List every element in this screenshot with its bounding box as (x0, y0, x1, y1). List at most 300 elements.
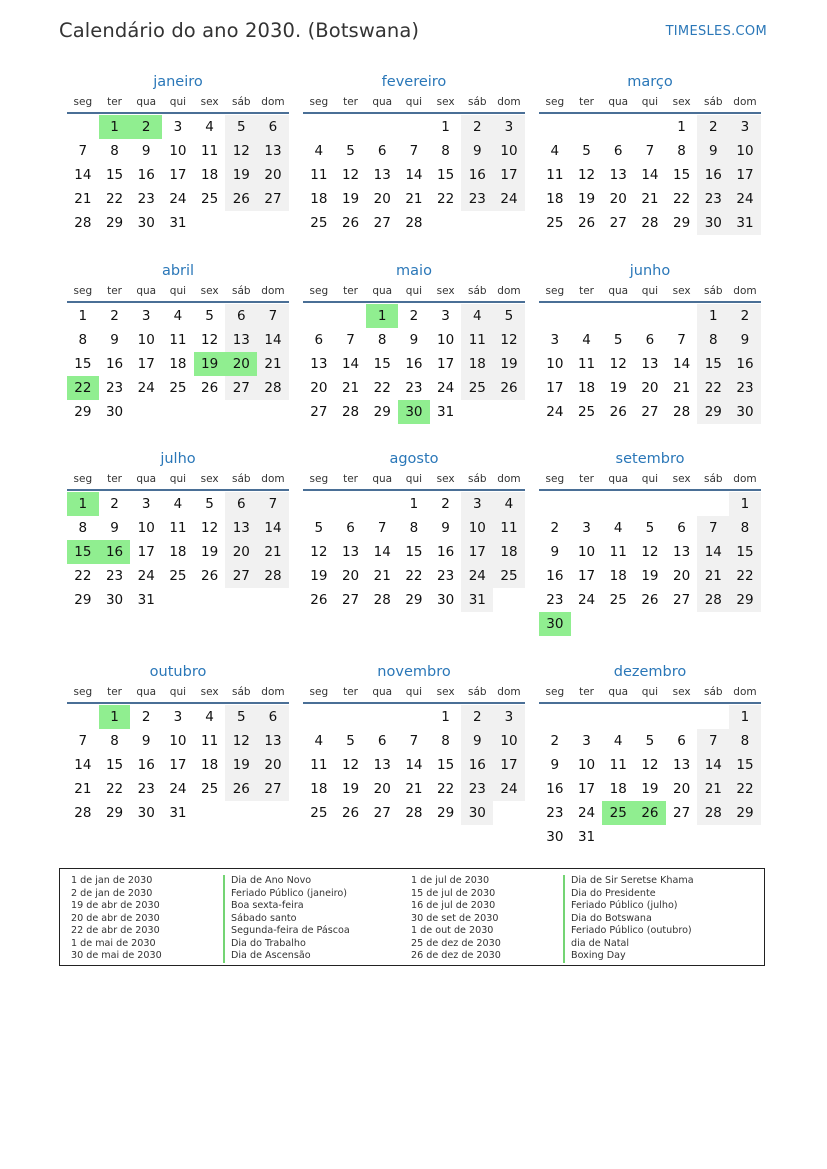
day-cell: 3 (141, 496, 151, 512)
empty-cell (398, 705, 430, 729)
day-cell: 17 (437, 356, 455, 372)
weekday-label: sex (436, 473, 455, 485)
day-cell: 3 (173, 709, 183, 725)
day-cell: 2 (409, 308, 419, 324)
day-cell: 7 (78, 733, 88, 749)
day-cell: 9 (461, 729, 493, 753)
day-cell: 5 (493, 304, 525, 328)
legend-date: 20 de abr de 2030 (71, 912, 160, 924)
day-cell: 12 (641, 544, 659, 560)
day-cell: 3 (141, 308, 151, 324)
day-cell: 16 (729, 352, 761, 376)
day-cell: 5 (346, 143, 355, 159)
empty-cell (67, 115, 99, 139)
day-cell: 12 (609, 356, 627, 372)
day-cell: 2 (461, 115, 493, 139)
day-cell: 10 (169, 733, 187, 749)
legend-date: 15 de jul de 2030 (411, 887, 496, 899)
holiday-day: 1 (99, 705, 131, 729)
weekday-label: qua (136, 473, 157, 485)
day-cell: 17 (577, 568, 596, 584)
day-cell: 1 (729, 492, 761, 516)
day-cell: 31 (169, 215, 187, 231)
day-cell: 9 (110, 332, 119, 348)
day-cell: 18 (169, 544, 187, 560)
empty-cell (666, 705, 698, 729)
month-novembro (303, 663, 525, 825)
day-cell: 29 (729, 588, 761, 612)
weekday-label: dom (261, 285, 285, 297)
day-cell: 10 (729, 139, 761, 163)
day-cell: 12 (341, 757, 360, 773)
day-cell: 16 (461, 163, 493, 187)
day-cell: 29 (74, 592, 92, 608)
weekday-label: qui (405, 686, 423, 698)
weekday-label: sex (672, 473, 691, 485)
day-cell: 26 (577, 215, 596, 231)
weekday-header (67, 94, 289, 114)
day-cell: 9 (110, 520, 119, 536)
day-cell: 16 (437, 544, 455, 560)
day-cell: 2 (550, 733, 560, 749)
day-cell: 9 (409, 332, 419, 348)
day-cell: 24 (729, 187, 761, 211)
day-cell: 28 (641, 215, 659, 231)
month-maio (303, 262, 525, 424)
day-cell: 16 (405, 356, 423, 372)
day-cell: 25 (310, 215, 328, 231)
weekday-label: dom (261, 473, 285, 485)
day-cell: 27 (257, 187, 289, 211)
day-grid (67, 492, 289, 612)
day-cell: 16 (546, 568, 564, 584)
legend-dates-left (71, 875, 162, 963)
day-cell: 22 (437, 781, 455, 797)
day-cell: 17 (729, 163, 761, 187)
day-cell: 13 (257, 139, 289, 163)
day-cell: 23 (405, 380, 423, 396)
weekday-label: dom (497, 473, 521, 485)
day-cell: 29 (105, 805, 124, 821)
day-cell: 27 (673, 592, 691, 608)
legend-date: 1 de jul de 2030 (411, 875, 490, 886)
legend-holiday-name: Feriado Público (julho) (563, 900, 694, 913)
weekday-label: sex (200, 96, 219, 108)
weekday-header (67, 684, 289, 704)
day-cell: 19 (310, 568, 328, 584)
day-cell: 25 (461, 376, 493, 400)
month-julho (67, 450, 289, 612)
day-cell: 26 (341, 215, 360, 231)
day-cell: 1 (441, 709, 450, 725)
day-cell: 18 (201, 757, 219, 773)
weekday-label: dom (261, 96, 285, 108)
day-cell: 3 (582, 520, 591, 536)
weekday-header (303, 471, 525, 491)
day-cell: 13 (373, 757, 391, 773)
day-cell: 18 (493, 540, 525, 564)
day-cell: 31 (137, 592, 155, 608)
empty-cell (335, 115, 367, 139)
day-cell: 25 (493, 564, 525, 588)
day-cell: 29 (105, 215, 124, 231)
day-cell: 30 (729, 400, 761, 424)
weekday-label: ter (107, 285, 122, 297)
day-cell: 14 (74, 167, 92, 183)
day-cell: 23 (437, 568, 455, 584)
day-cell: 26 (641, 592, 659, 608)
day-cell: 16 (461, 753, 493, 777)
day-cell: 4 (461, 304, 493, 328)
day-cell: 28 (257, 376, 289, 400)
day-cell: 5 (582, 143, 591, 159)
month-name: março (627, 74, 673, 90)
weekday-label: qui (169, 686, 187, 698)
day-cell: 14 (257, 328, 289, 352)
day-cell: 19 (225, 753, 257, 777)
day-cell: 24 (493, 777, 525, 801)
day-cell: 17 (577, 781, 596, 797)
day-cell: 20 (257, 753, 289, 777)
day-cell: 15 (673, 167, 691, 183)
day-cell: 17 (169, 167, 187, 183)
weekday-label: seg (73, 96, 93, 108)
day-cell: 28 (697, 801, 729, 825)
day-cell: 26 (201, 568, 219, 584)
weekday-label: seg (545, 285, 565, 297)
day-cell: 22 (405, 568, 423, 584)
weekday-label: sáb (467, 473, 487, 485)
day-cell: 15 (729, 540, 761, 564)
day-cell: 11 (609, 544, 627, 560)
legend-holiday-name: dia de Natal (563, 938, 694, 951)
day-cell: 4 (314, 143, 324, 159)
day-cell: 17 (546, 380, 564, 396)
day-cell: 6 (377, 733, 387, 749)
day-grid (539, 705, 761, 849)
legend-date: 1 de out de 2030 (411, 925, 494, 936)
weekday-label: sáb (231, 473, 251, 485)
legend-date: 19 de abr de 2030 (71, 900, 160, 911)
holiday-day: 1 (67, 492, 99, 516)
day-cell: 26 (493, 376, 525, 400)
day-cell: 12 (310, 544, 328, 560)
day-cell: 23 (729, 376, 761, 400)
day-cell: 11 (493, 516, 525, 540)
weekday-label: sáb (703, 686, 723, 698)
day-cell: 23 (137, 191, 155, 207)
legend-holiday-name: Feriado Público (outubro) (563, 925, 694, 938)
day-cell: 25 (546, 215, 564, 231)
weekday-label: qua (372, 96, 393, 108)
weekday-header (303, 94, 525, 114)
empty-cell (335, 304, 367, 328)
day-grid (67, 115, 289, 235)
day-cell: 30 (697, 211, 729, 235)
day-cell: 5 (613, 332, 623, 348)
weekday-label: dom (733, 686, 757, 698)
day-cell: 5 (346, 733, 355, 749)
day-cell: 21 (74, 781, 92, 797)
weekday-label: seg (545, 686, 565, 698)
day-cell: 2 (141, 709, 151, 725)
day-cell: 10 (137, 520, 155, 536)
day-cell: 14 (673, 356, 691, 372)
day-cell: 5 (225, 115, 257, 139)
day-cell: 6 (677, 733, 686, 749)
day-cell: 28 (373, 592, 391, 608)
day-cell: 28 (405, 215, 423, 231)
weekday-label: sex (200, 285, 219, 297)
day-cell: 27 (341, 592, 360, 608)
day-cell: 20 (609, 191, 627, 207)
weekday-label: sex (200, 473, 219, 485)
day-cell: 7 (697, 729, 729, 753)
empty-cell (697, 492, 729, 516)
day-cell: 2 (697, 115, 729, 139)
weekday-label: sáb (467, 285, 487, 297)
day-cell: 20 (641, 380, 659, 396)
day-cell: 24 (137, 380, 155, 396)
day-cell: 24 (546, 404, 564, 420)
day-cell: 10 (493, 729, 525, 753)
day-cell: 23 (105, 568, 124, 584)
day-cell: 21 (405, 781, 423, 797)
day-cell: 25 (577, 404, 596, 420)
day-cell: 7 (409, 733, 419, 749)
day-cell: 2 (110, 308, 119, 324)
day-cell: 22 (105, 781, 124, 797)
weekday-label: dom (733, 473, 757, 485)
day-cell: 3 (441, 308, 450, 324)
day-cell: 22 (373, 380, 391, 396)
weekday-label: sáb (231, 285, 251, 297)
day-cell: 24 (493, 187, 525, 211)
day-cell: 18 (169, 356, 187, 372)
day-cell: 10 (577, 544, 596, 560)
day-cell: 7 (78, 143, 88, 159)
day-cell: 22 (437, 191, 455, 207)
empty-cell (398, 115, 430, 139)
day-cell: 5 (645, 733, 655, 749)
day-cell: 20 (373, 191, 391, 207)
day-cell: 6 (613, 143, 623, 159)
day-cell: 1 (409, 496, 419, 512)
weekday-label: seg (309, 686, 329, 698)
day-cell: 26 (225, 777, 257, 801)
empty-cell (697, 705, 729, 729)
day-cell: 27 (673, 805, 691, 821)
weekday-label: qui (641, 285, 659, 297)
day-cell: 24 (577, 805, 596, 821)
holiday-day: 20 (225, 352, 257, 376)
day-cell: 8 (729, 516, 761, 540)
weekday-label: qua (372, 473, 393, 485)
day-cell: 11 (546, 167, 564, 183)
day-cell: 3 (493, 115, 525, 139)
day-cell: 13 (609, 167, 627, 183)
empty-cell (571, 304, 603, 328)
day-cell: 19 (201, 544, 219, 560)
empty-cell (366, 705, 398, 729)
day-cell: 22 (729, 564, 761, 588)
day-cell: 11 (169, 332, 187, 348)
weekday-label: ter (579, 686, 594, 698)
day-cell: 2 (729, 304, 761, 328)
day-cell: 26 (310, 592, 328, 608)
weekday-label: dom (733, 285, 757, 297)
day-cell: 10 (577, 757, 596, 773)
weekday-label: qua (608, 285, 629, 297)
day-cell: 28 (74, 805, 92, 821)
day-cell: 10 (493, 139, 525, 163)
weekday-label: ter (579, 285, 594, 297)
weekday-label: sex (200, 686, 219, 698)
day-cell: 4 (613, 733, 623, 749)
legend-holiday-name: Sábado santo (223, 913, 350, 926)
day-cell: 23 (546, 805, 564, 821)
day-cell: 24 (577, 592, 596, 608)
day-cell: 4 (205, 119, 214, 135)
day-grid (67, 304, 289, 424)
day-cell: 15 (105, 167, 124, 183)
weekday-label: qua (136, 285, 157, 297)
legend-names-right (563, 875, 694, 963)
legend-date: 26 de dez de 2030 (411, 950, 501, 961)
day-cell: 12 (201, 520, 219, 536)
day-cell: 21 (641, 191, 659, 207)
day-cell: 16 (546, 781, 564, 797)
day-cell: 6 (225, 304, 257, 328)
day-cell: 28 (74, 215, 92, 231)
day-cell: 9 (697, 139, 729, 163)
day-cell: 9 (141, 733, 151, 749)
day-cell: 28 (405, 805, 423, 821)
day-grid (539, 115, 761, 235)
day-cell: 14 (373, 544, 391, 560)
day-cell: 7 (257, 304, 289, 328)
day-cell: 21 (373, 568, 391, 584)
day-cell: 1 (677, 119, 686, 135)
day-cell: 9 (550, 544, 560, 560)
day-cell: 19 (609, 380, 627, 396)
day-cell: 13 (225, 328, 257, 352)
day-cell: 10 (461, 516, 493, 540)
day-cell: 19 (641, 568, 659, 584)
day-cell: 5 (314, 520, 324, 536)
day-cell: 12 (493, 328, 525, 352)
day-cell: 21 (341, 380, 360, 396)
day-cell: 13 (310, 356, 328, 372)
day-cell: 7 (677, 332, 686, 348)
day-cell: 1 (729, 705, 761, 729)
day-cell: 27 (310, 404, 328, 420)
legend-holiday-name: Boxing Day (563, 950, 694, 963)
day-cell: 28 (697, 588, 729, 612)
empty-cell (571, 492, 603, 516)
day-cell: 27 (373, 805, 391, 821)
weekday-label: seg (545, 473, 565, 485)
day-cell: 5 (645, 520, 655, 536)
legend-date: 2 de jan de 2030 (71, 887, 153, 899)
day-cell: 22 (729, 777, 761, 801)
day-cell: 6 (314, 332, 324, 348)
empty-cell (602, 115, 634, 139)
day-cell: 30 (137, 805, 155, 821)
day-cell: 18 (310, 191, 328, 207)
day-cell: 31 (577, 829, 596, 845)
day-cell: 29 (729, 801, 761, 825)
day-cell: 29 (373, 404, 391, 420)
month-name: agosto (389, 451, 439, 467)
day-cell: 4 (582, 332, 591, 348)
day-cell: 1 (697, 304, 729, 328)
day-cell: 9 (441, 520, 450, 536)
empty-cell (303, 705, 335, 729)
empty-cell (335, 492, 367, 516)
day-cell: 19 (577, 191, 596, 207)
empty-cell (366, 492, 398, 516)
empty-cell (634, 492, 666, 516)
day-cell: 7 (377, 520, 387, 536)
brand-link[interactable]: TIMESLES.COM (665, 24, 767, 39)
day-cell: 14 (697, 540, 729, 564)
weekday-header (539, 471, 761, 491)
empty-cell (634, 304, 666, 328)
day-cell: 3 (582, 733, 591, 749)
legend-holiday-name: Dia de Ascensão (223, 950, 350, 963)
day-cell: 31 (461, 588, 493, 612)
weekday-header (539, 283, 761, 303)
day-cell: 15 (697, 352, 729, 376)
day-cell: 23 (461, 187, 493, 211)
day-cell: 21 (405, 191, 423, 207)
legend-holiday-name: Boa sexta-feira (223, 900, 350, 913)
day-cell: 25 (609, 592, 627, 608)
day-cell: 6 (225, 492, 257, 516)
day-cell: 9 (141, 143, 151, 159)
day-cell: 11 (577, 356, 596, 372)
day-cell: 4 (173, 496, 183, 512)
empty-cell (666, 304, 698, 328)
day-cell: 11 (310, 167, 328, 183)
empty-cell (634, 705, 666, 729)
day-cell: 25 (169, 380, 187, 396)
empty-cell (303, 304, 335, 328)
day-cell: 19 (341, 781, 360, 797)
legend-names-left (223, 875, 350, 963)
day-cell: 8 (677, 143, 686, 159)
day-cell: 15 (437, 757, 455, 773)
day-cell: 23 (461, 777, 493, 801)
weekday-label: sáb (231, 96, 251, 108)
day-cell: 3 (550, 332, 560, 348)
legend-date: 30 de mai de 2030 (71, 950, 162, 961)
day-cell: 9 (461, 139, 493, 163)
weekday-label: qua (136, 96, 157, 108)
holiday-day: 1 (366, 304, 398, 328)
legend-holiday-name: Dia de Ano Novo (223, 875, 350, 888)
day-cell: 16 (105, 356, 124, 372)
day-cell: 21 (697, 564, 729, 588)
empty-cell (539, 705, 571, 729)
day-cell: 20 (257, 163, 289, 187)
holiday-legend (59, 868, 765, 966)
day-cell: 29 (405, 592, 423, 608)
day-cell: 15 (405, 544, 423, 560)
empty-cell (571, 115, 603, 139)
day-cell: 19 (225, 163, 257, 187)
